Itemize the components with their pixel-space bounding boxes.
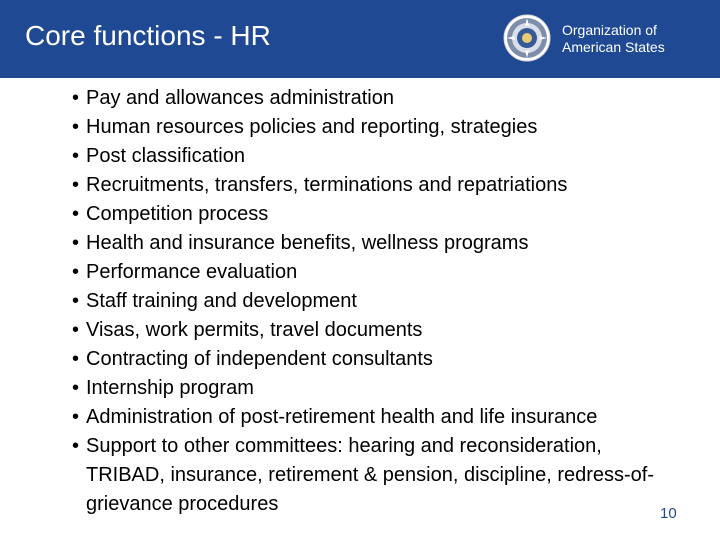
hr-functions-list <box>72 84 682 519</box>
title-bar <box>0 0 720 78</box>
organization-name-line-2: American States <box>562 39 665 55</box>
list-item: • Post classification <box>72 142 682 171</box>
list-item: • Human resources policies and reporting, strategies <box>72 113 682 142</box>
list-item: • Recruitments, transfers, terminations and repatriations <box>72 171 682 200</box>
page-number: 10 <box>660 505 677 522</box>
list-item: • Contracting of independent consultants <box>72 345 682 374</box>
list-item: • Performance evaluation <box>72 258 682 287</box>
slide-title: Core functions - HR <box>25 20 271 51</box>
list-item: • Visas, work permits, travel documents <box>72 316 682 345</box>
list-item: • Health and insurance benefits, wellness programs <box>72 229 682 258</box>
oas-seal-icon <box>503 14 551 62</box>
organization-name-line-1: Organization of <box>562 22 657 38</box>
list-item: • Internship program <box>72 374 682 403</box>
list-item: • Support to other committees: hearing and reconsideration, TRIBAD, insurance, retirement & pension, discipline, redress-of-grievance procedures <box>72 432 676 519</box>
list-item: • Staff training and development <box>72 287 682 316</box>
list-item: • Competition process <box>72 200 682 229</box>
list-item: • Administration of post-retirement health and life insurance <box>72 403 682 432</box>
oas-logo <box>500 12 680 64</box>
organization-name <box>562 22 665 56</box>
list-item: • Pay and allowances administration <box>72 84 682 113</box>
